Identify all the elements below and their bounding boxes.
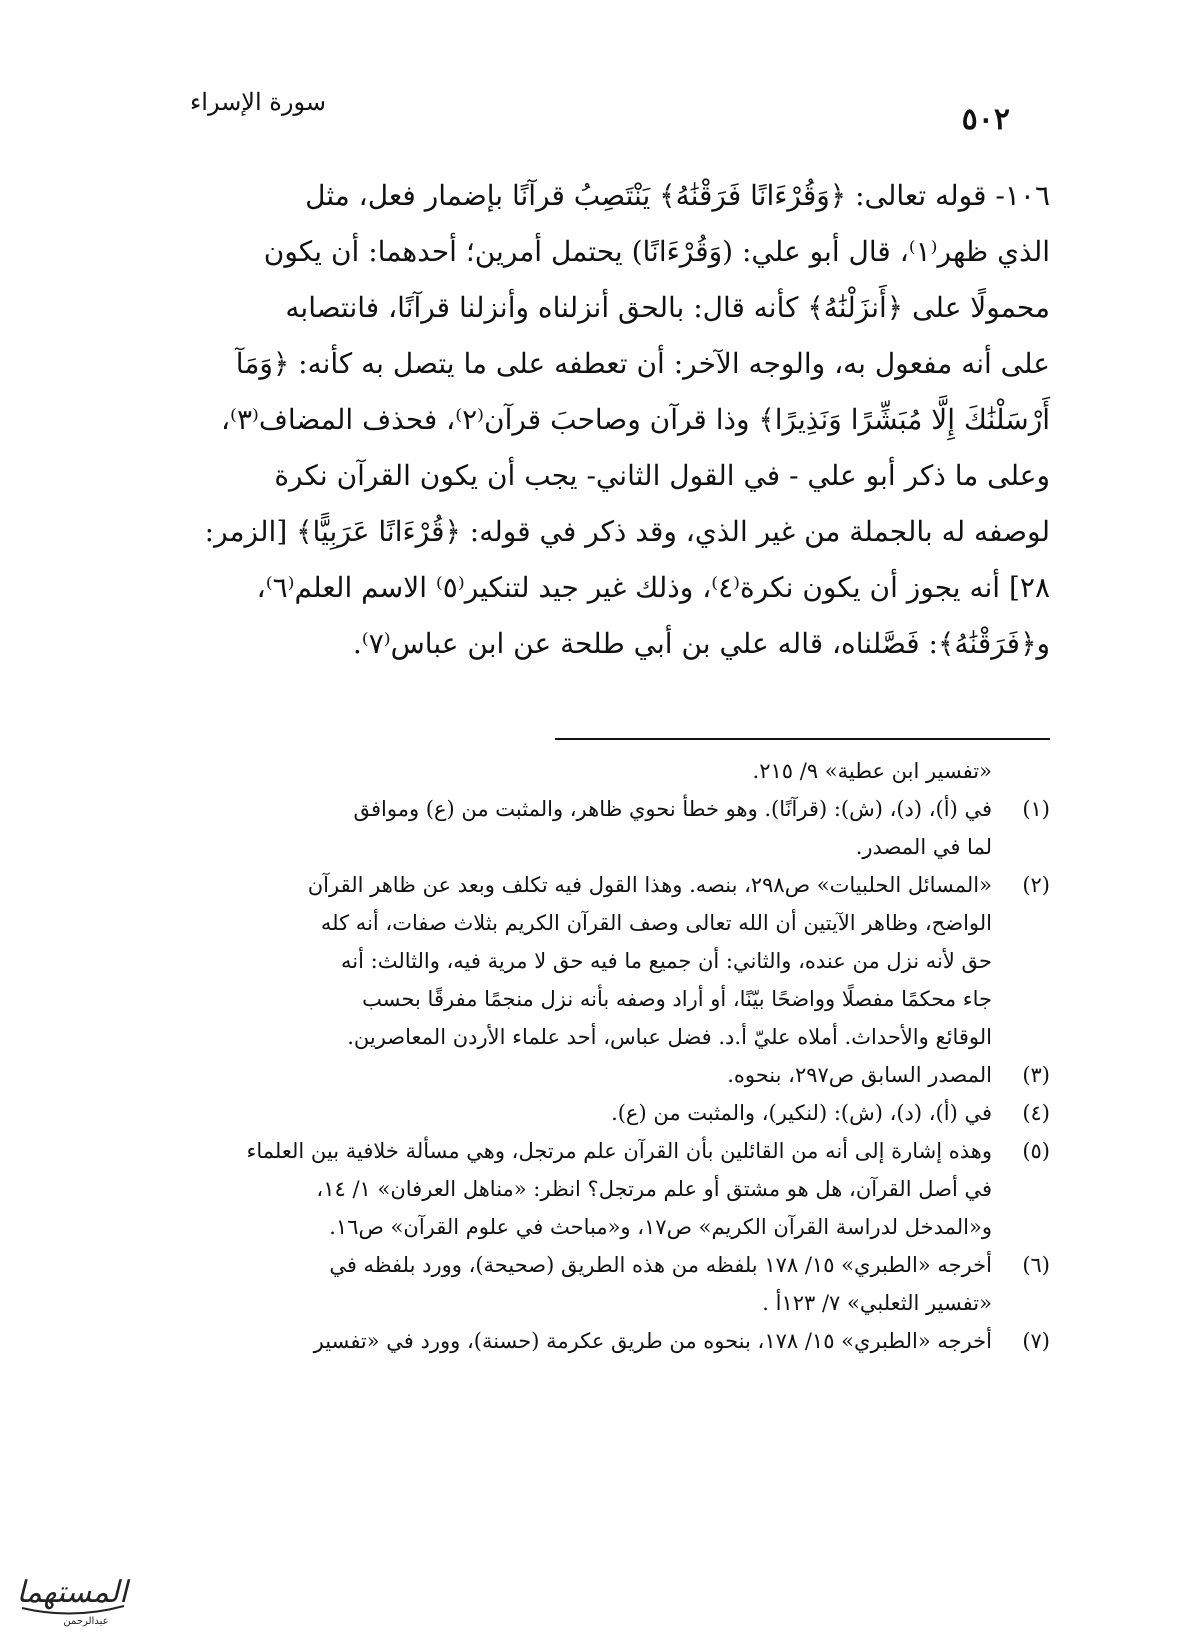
footnote-6 [130,1246,1050,1322]
main-line: محمولًا على ﴿أَنزَلْنَٰهُ﴾ كأنه قال: بالحق أنزلناه وأنزلنا قرآنًا، فانتصابه [285,291,1050,324]
footnotes [130,752,1050,1360]
footnote-line: «تفسير الثعلبي» ٧/ ١٢٣أ . [762,1291,992,1315]
footnote-2 [130,866,1050,1056]
footnote-line: الوقائع والأحداث. أملاه عليّ أ.د. فضل عباس، أحد علماء الأردن المعاصرين. [347,1025,992,1049]
main-line: لوصفه له بالجملة من غير الذي، وقد ذكر في قوله: ﴿قُرْءَانًا عَرَبِيًّا﴾ [الزمر: [204,515,1050,548]
logo-subtext: عبدالرحمن [63,1616,109,1627]
logo-text: المستهما [16,1575,128,1610]
footnote-line: «المسائل الحلبيات» ص٢٩٨، بنصه. وهذا القول فيه تكلف وبعد عن ظاهر القرآن [307,873,992,897]
calligraphy-logo [12,1568,132,1630]
footnote-5 [130,1132,1050,1246]
footnote-line: و«المدخل لدراسة القرآن الكريم» ص١٧، و«مباحث في علوم القرآن» ص١٦. [329,1215,992,1239]
footnote-line: في (أ)، (د)، (ش): (قرآنًا). وهو خطأ نحوي ظاهر، والمثبت من (ع) وموافق [353,797,992,821]
main-line: الذي ظهر⁽١⁾، قال أبو علي: (وَقُرْءَانًا) يحتمل أمرين؛ أحدهما: أن يكون [263,235,1050,268]
footnote-line: لما في المصدر. [855,835,992,859]
footnote-line: الواضح، وظاهر الآيتين أن الله تعالى وصف القرآن الكريم بثلاث صفات، أنه كله [320,911,992,935]
footnote-number: (٤) [1022,1101,1050,1125]
main-line: و﴿فَرَقْنَٰهُ﴾: فَصَّلناه، قاله علي بن أبي طلحة عن ابن عباس⁽٧⁾. [352,627,1050,660]
main-line: ٢٨] أنه يجوز أن يكون نكرة⁽٤⁾، وذلك غير جيد لتنكير⁽٥⁾ الاسم العلم⁽٦⁾، [256,571,1050,604]
footnote-number: (٥) [1022,1139,1050,1163]
main-line: ١٠٦- قوله تعالى: ﴿وَقُرْءَانًا فَرَقْنَٰهُ﴾ يَنْتَصِبُ قرآنًا بإضمار فعل، مثل [305,179,1050,212]
footnote-number: (٢) [1022,873,1050,897]
footnote-number: (١) [1022,797,1050,821]
footnote-line: في أصل القرآن، هل هو مشتق أو علم مرتجل؟ انظر: «مناهل العرفان» ١/ ١٤، [316,1177,992,1201]
footnote-3 [130,1056,1050,1094]
footnote-number: (٦) [1022,1253,1050,1277]
footnote-line: جاء محكمًا مفصلًا وواضحًا بيّنًا، أو أراد وصفه بأنه نزل منجمًا مفرقًا بحسب [362,987,992,1011]
running-head [190,88,1010,137]
footnote-4 [130,1094,1050,1132]
surah-title: سورة الإسراء [190,88,326,116]
footnote-line: المصدر السابق ص٢٩٧، بنحوه. [727,1063,992,1087]
footnote-line: أخرجه «الطبري» ١٥/ ١٧٨، بنحوه من طريق عكرمة (حسنة)، وورد في «تفسير [313,1329,992,1353]
main-line: وعلى ما ذكر أبو علي - في القول الثاني- يجب أن يكون القرآن نكرة [274,459,1050,492]
footnote-line: وهذه إشارة إلى أنه من القائلين بأن القرآن علم مرتجل، وهي مسألة خلافية بين العلماء [246,1139,992,1163]
footnote-line: أخرجه «الطبري» ١٥/ ١٧٨ بلفظه من هذه الطريق (صحيحة)، وورد بلفظه في [329,1253,992,1277]
footnote-number: (٣) [1022,1063,1050,1087]
main-line: على أنه مفعول به، والوجه الآخر: أن تعطفه على ما يتصل به كأنه: ﴿وَمَآ [235,347,1050,380]
footnote-divider [555,738,1050,740]
main-text [135,168,1050,672]
footnote-line: في (أ)، (د)، (ش): (لنكير)، والمثبت من (ع). [611,1101,992,1125]
page-number: ٥٠٢ [961,102,1010,137]
footnote-number: (٧) [1022,1329,1050,1353]
main-line: أَرْسَلْنَٰكَ إِلَّا مُبَشِّرًا وَنَذِيرًا﴾ وذا قرآن وصاحبَ قرآن⁽٢⁾، فحذف المضاف⁽٣⁾، [221,403,1050,436]
footnote-1 [130,790,1050,866]
footnote-7 [130,1322,1050,1360]
footnote-lead: «تفسير ابن عطية» ٩/ ٢١٥. [752,759,992,783]
footnote-line: حق لأنه نزل من عنده، والثاني: أن جميع ما فيه حق لا مرية فيه، والثالث: أنه [341,949,992,973]
